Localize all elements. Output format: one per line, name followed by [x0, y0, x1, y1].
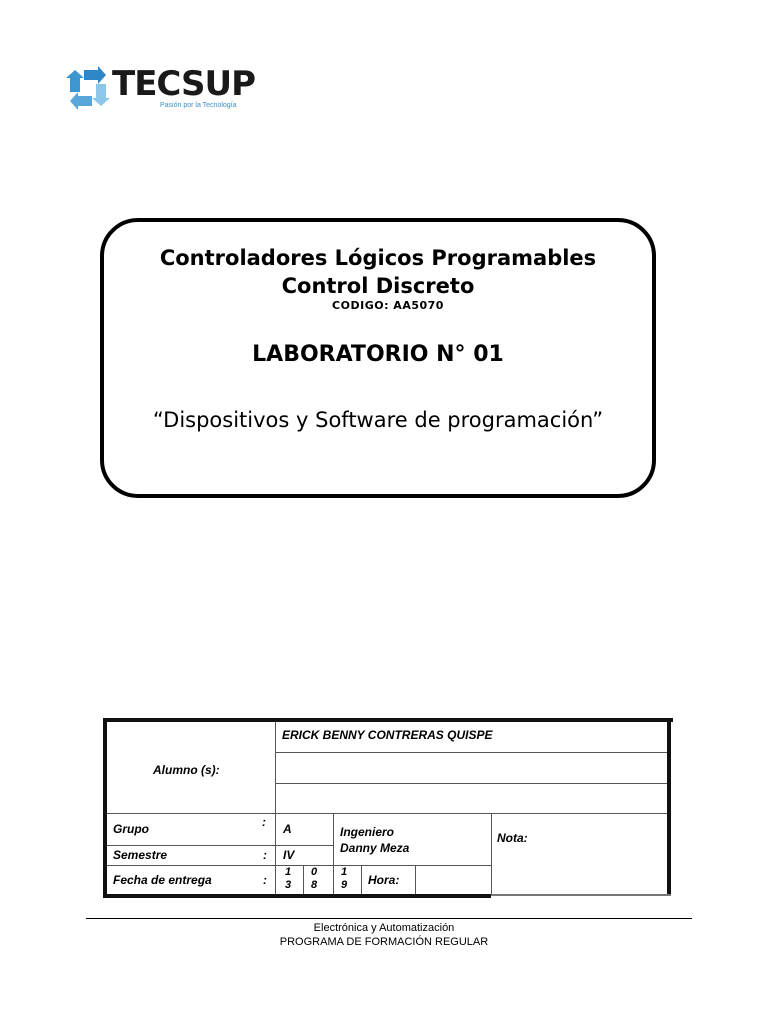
grade-label: Nota:	[497, 831, 528, 845]
semester-value[interactable]: IV	[283, 848, 295, 862]
divider	[491, 813, 492, 894]
delivery-separator: :	[263, 873, 267, 887]
table-border-left	[103, 718, 107, 898]
footer-program: PROGRAMA DE FORMACIÓN REGULAR	[279, 936, 489, 948]
divider	[361, 865, 362, 894]
date-month-digit-2: 8	[311, 879, 318, 891]
course-code: CODIGO: AA5070	[332, 299, 444, 312]
group-separator: :	[262, 815, 266, 829]
engineer-label: Ingeniero	[340, 825, 395, 839]
students-label: Alumno (s):	[153, 763, 220, 777]
student-name-3[interactable]	[282, 788, 662, 810]
student-name-1[interactable]: ERICK BENNY CONTRERAS QUISPE	[282, 728, 493, 742]
footer-divider	[86, 918, 692, 919]
divider	[107, 865, 491, 866]
student-info-table	[103, 718, 673, 900]
table-border-right	[667, 722, 671, 894]
engineer-name: Danny Meza	[340, 841, 410, 855]
divider	[107, 813, 667, 814]
logo-wordmark: TECSUP	[112, 64, 256, 104]
course-subtitle: Control Discreto	[281, 274, 475, 298]
course-title: Controladores Lógicos Programables	[159, 246, 597, 270]
lab-number: LABORATORIO N° 01	[252, 342, 504, 367]
divider	[303, 865, 304, 894]
logo-tagline: Pasión por la Tecnología	[160, 102, 237, 109]
date-month[interactable]	[311, 866, 317, 892]
grade-value[interactable]	[497, 850, 663, 890]
divider	[275, 783, 667, 784]
semester-separator: :	[263, 848, 267, 862]
date-day-digit-2: 3	[285, 879, 292, 891]
divider	[333, 813, 334, 894]
hour-label: Hora:	[368, 873, 400, 887]
date-year-digit-1: 1	[341, 866, 348, 878]
tecsup-arrows-icon	[66, 66, 110, 110]
table-border-bottom	[103, 894, 491, 898]
date-day[interactable]	[285, 866, 291, 892]
table-border-bottom-right	[491, 894, 671, 896]
date-day-digit-1: 1	[285, 866, 292, 878]
lab-topic: “Dispositivos y Software de programación”	[152, 408, 604, 432]
footer-department: Electrónica y Automatización	[313, 922, 455, 934]
tecsup-logo	[62, 62, 256, 114]
table-border-top	[103, 718, 673, 722]
date-month-digit-1: 0	[311, 866, 318, 878]
date-year-digit-2: 9	[341, 879, 348, 891]
divider	[275, 722, 276, 894]
delivery-date-label: Fecha de entrega	[113, 873, 212, 887]
group-value[interactable]: A	[283, 822, 292, 836]
student-name-2[interactable]	[282, 758, 662, 780]
divider	[107, 845, 333, 846]
divider	[415, 865, 416, 894]
divider	[275, 752, 667, 753]
hour-value[interactable]	[417, 867, 489, 893]
semester-label: Semestre	[113, 848, 168, 862]
date-year[interactable]	[341, 866, 347, 892]
engineer-block	[340, 824, 409, 856]
title-box	[100, 218, 656, 498]
group-label: Grupo	[113, 822, 149, 836]
